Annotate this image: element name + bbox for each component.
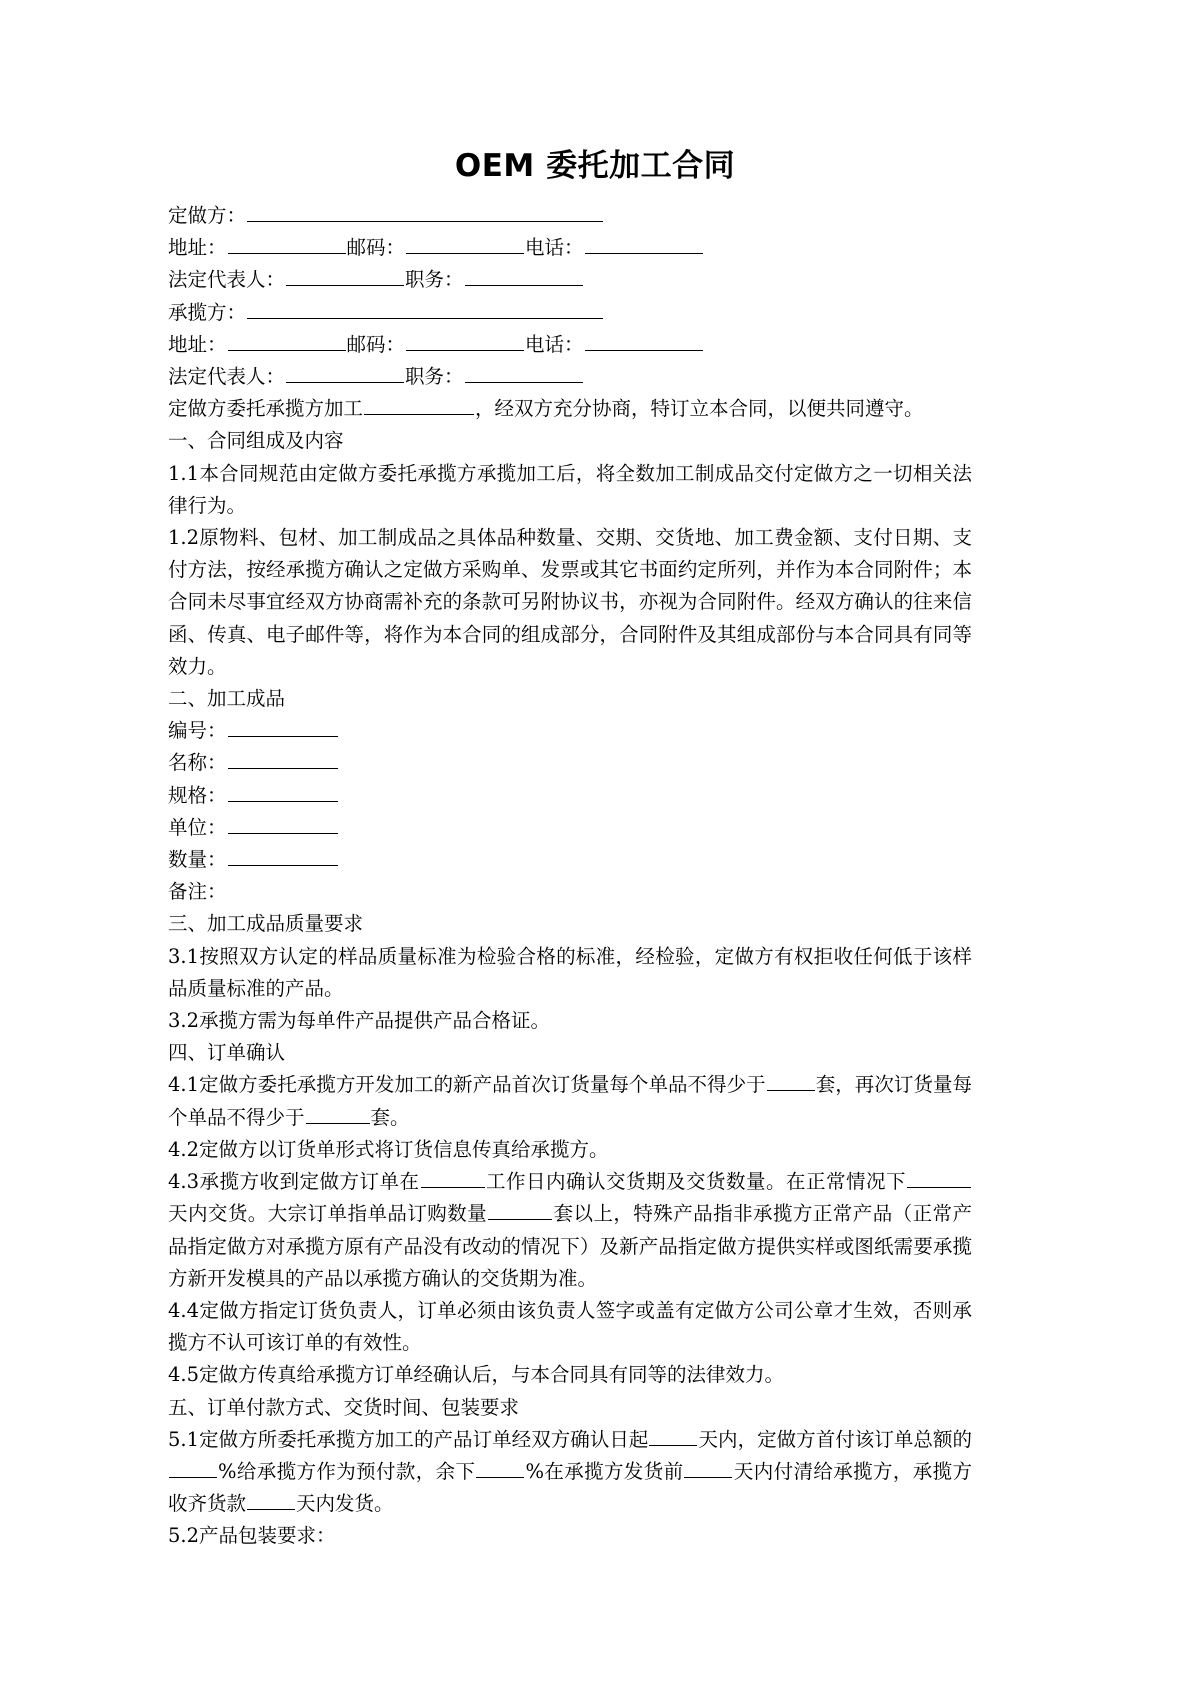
clause-5-1-blank-5[interactable] (247, 1491, 295, 1510)
product-field-quantity-blank[interactable] (228, 847, 338, 866)
clause-5-1-blank-4[interactable] (684, 1459, 732, 1478)
document-body (168, 200, 972, 1553)
clause-4-1-part-2: 套，再次订货量每个单品不得少于 (168, 1073, 972, 1129)
clause-5-1-blank-2[interactable] (169, 1459, 217, 1478)
field-contractor-rep-row (168, 361, 972, 393)
clause-4-3-part-1: 4.3承揽方收到定做方订单在 (168, 1170, 420, 1194)
clause-4-1 (168, 1069, 972, 1133)
field-client-label: 定做方： (168, 204, 247, 227)
clause-4-3 (168, 1166, 972, 1295)
product-field-code-label: 编号： (168, 719, 227, 743)
clause-4-1-part-3: 套。 (370, 1105, 410, 1129)
product-field-unit-blank[interactable] (228, 815, 338, 834)
field-position-blank[interactable] (465, 267, 583, 286)
product-field-spec-blank[interactable] (228, 783, 338, 802)
clause-4-3-blank-2[interactable] (907, 1169, 971, 1188)
clause-4-2: 4.2定做方以订货单形式将订货信息传真给承揽方。 (168, 1137, 609, 1161)
product-field-code-blank[interactable] (228, 718, 338, 737)
product-field-name (168, 747, 972, 779)
field-client-blank[interactable] (247, 203, 603, 222)
field-contractor-blank[interactable] (247, 300, 603, 319)
field-legal-rep-blank[interactable] (286, 267, 404, 286)
product-field-spec-label: 规格： (168, 783, 227, 807)
field-address-blank[interactable] (228, 235, 346, 254)
preamble-prefix: 定做方委托承揽方加工 (168, 397, 364, 421)
product-field-quantity-label: 数量： (168, 848, 227, 872)
clause-4-3-blank-3[interactable] (488, 1201, 552, 1220)
clause-5-1-part-2: 天内，定做方首付该订单总额的 (698, 1427, 972, 1451)
preamble-paragraph (168, 393, 972, 425)
clause-4-3-blank-1[interactable] (421, 1169, 485, 1188)
field-legal-rep-label: 法定代表人： (168, 268, 286, 292)
field-contractor-row (168, 297, 972, 329)
field-position-blank-2[interactable] (465, 364, 583, 383)
field-address-blank-2[interactable] (228, 332, 346, 351)
preamble-blank[interactable] (364, 396, 474, 415)
clause-5-1-part-5: 天内付清给承揽方，承揽方收齐货款 (168, 1459, 973, 1516)
section-heading-1: 一、合同组成及内容 (168, 429, 344, 453)
field-legal-rep-blank-2[interactable] (286, 364, 404, 383)
field-client-row (168, 200, 972, 232)
section-heading-3: 三、加工成品质量要求 (168, 912, 364, 936)
clause-4-1-blank-2[interactable] (306, 1105, 370, 1124)
section-heading-5: 五、订单付款方式、交货时间、包装要求 (168, 1395, 520, 1419)
field-postcode-label: 邮码： (346, 236, 406, 260)
field-contractor-contact-row (168, 329, 972, 361)
clause-4-5: 4.5定做方传真给承揽方订单经确认后，与本合同具有同等的法律效力。 (168, 1363, 785, 1387)
clause-5-1-part-4: %在承揽方发货前 (525, 1459, 684, 1483)
clause-4-1-part-1: 4.1定做方委托承揽方开发加工的新产品首次订货量每个单品不得少于 (168, 1073, 766, 1097)
field-address-label: 地址： (168, 236, 227, 260)
clause-5-1 (168, 1424, 972, 1521)
clause-4-4: 4.4定做方指定订货负责人，订单必须由该负责人签字或盖有定做方公司公章才生效，否则承揽方不认可该订单的有效性。 (168, 1298, 972, 1355)
field-legal-rep-label-2: 法定代表人： (168, 365, 286, 389)
clause-4-3-part-3: 天内交货。大宗订单指单品订购数量 (168, 1202, 488, 1226)
field-position-label: 职务： (405, 268, 464, 292)
product-field-unit (168, 812, 972, 844)
clause-3-2: 3.2承揽方需为每单件产品提供产品合格证。 (168, 1009, 551, 1033)
clause-4-3-part-4: 套以上，特殊产品指非承揽方正常产品（正常产品指定做方对承揽方原有产品没有改动的情况下）及新产品指定做方提供实样或图纸需要承揽方新开发模具的产品以承揽方确认的交货期为准。 (168, 1202, 972, 1290)
field-postcode-label-2: 邮码： (346, 332, 406, 356)
field-postcode-blank-2[interactable] (406, 332, 524, 351)
section-heading-2: 二、加工成品 (168, 687, 286, 711)
product-field-remark-label: 备注： (168, 880, 227, 904)
clause-4-3-part-2: 工作日内确认交货期及交货数量。在正常情况下 (485, 1170, 906, 1194)
clause-3-1: 3.1按照双方认定的样品质量标准为检验合格的标准，经检验，定做方有权拒收任何低于该样品质量标准的产品。 (168, 944, 972, 1000)
field-address-label-2: 地址： (168, 332, 227, 356)
product-field-unit-label: 单位： (168, 815, 227, 839)
page-title: OEM 委托加工合同 (454, 148, 736, 184)
clause-1-2: 1.2原物料、包材、加工制成品之具体品种数量、交期、交货地、加工费金额、支付日期、支付方法，按经承揽方确认之定做方采购单、发票或其它书面约定所列，并作为本合同附件；本合同未尽事宜经双方协商需补充的条款可另附协议书，亦视为合同附件。经双方确认的往来信函、传真、电子邮件等，将作为本合同的组成部分，合同附件及其组成部份与本合同具有同等效力。 (168, 526, 972, 678)
section-heading-4: 四、订单确认 (168, 1041, 286, 1065)
clause-5-2: 5.2产品包装要求： (168, 1524, 336, 1548)
product-field-name-label: 名称： (168, 751, 227, 775)
field-position-label-2: 职务： (405, 365, 464, 389)
field-client-contact-row (168, 232, 972, 264)
field-client-rep-row (168, 264, 972, 296)
field-phone-label: 电话： (525, 236, 584, 260)
product-field-code (168, 715, 972, 747)
field-postcode-blank[interactable] (406, 235, 524, 254)
clause-5-1-blank-1[interactable] (649, 1427, 697, 1446)
product-field-quantity (168, 844, 972, 876)
field-phone-blank-2[interactable] (585, 332, 703, 351)
product-field-spec (168, 780, 972, 812)
clause-4-1-blank-1[interactable] (767, 1072, 815, 1091)
clause-5-1-part-1: 5.1定做方所委托承揽方加工的产品订单经双方确认日起 (168, 1427, 649, 1451)
product-field-remark (168, 876, 972, 908)
field-phone-label-2: 电话： (525, 332, 584, 356)
product-field-name-blank[interactable] (228, 750, 338, 769)
clause-5-1-blank-3[interactable] (476, 1459, 524, 1478)
clause-5-1-part-6: 天内发货。 (296, 1492, 394, 1516)
preamble-suffix: ，经双方充分协商，特订立本合同，以便共同遵守。 (475, 397, 924, 421)
field-contractor-label: 承揽方： (168, 300, 247, 324)
clause-1-1: 1.1本合同规范由定做方委托承揽方承揽加工后，将全数加工制成品交付定做方之一切相关法律行为。 (168, 461, 972, 517)
field-phone-blank[interactable] (585, 235, 703, 254)
clause-5-1-part-3: %给承揽方作为预付款，余下 (218, 1459, 476, 1483)
